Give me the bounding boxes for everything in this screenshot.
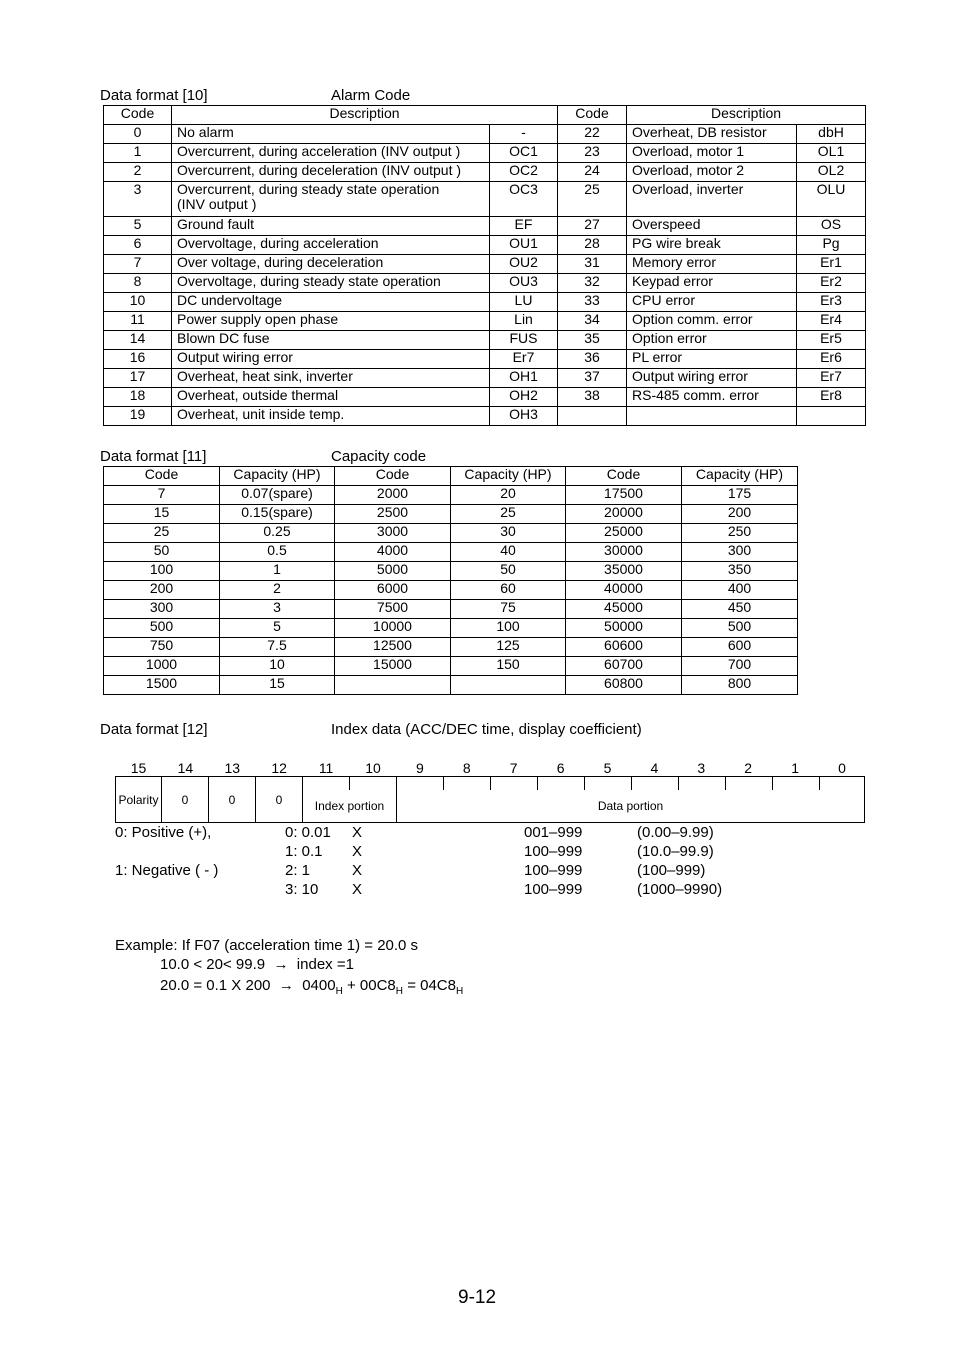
capacity-header-hp: Capacity (HP) bbox=[451, 467, 566, 486]
alarm-description: Over voltage, during deceleration bbox=[172, 255, 490, 274]
alarm-description: Memory error bbox=[627, 255, 797, 274]
alarm-description: Output wiring error bbox=[172, 350, 490, 369]
index-multiplier-val: (0.00–9.99) bbox=[637, 824, 714, 841]
capacity-hp-cell: 600 bbox=[682, 638, 798, 657]
capacity-code-cell: 2000 bbox=[335, 486, 451, 505]
capacity-hp-cell: 0.5 bbox=[220, 543, 335, 562]
capacity-code-cell: 17500 bbox=[566, 486, 682, 505]
alarm-code: 32 bbox=[558, 274, 627, 293]
alarm-table-row bbox=[104, 312, 866, 331]
example-line-2 bbox=[160, 956, 354, 973]
alarm-table-row bbox=[104, 255, 866, 274]
index-multiplier-x: X bbox=[352, 881, 363, 898]
alarm-description: Overheat, heat sink, inverter bbox=[172, 369, 490, 388]
alarm-code: 2 bbox=[104, 163, 172, 182]
capacity-code-cell: 1000 bbox=[104, 657, 220, 676]
index-format-label: Data format [12] bbox=[100, 721, 208, 738]
alarm-code: 5 bbox=[104, 217, 172, 236]
alarm-abbreviation: OC2 bbox=[490, 163, 558, 182]
bit-divider-tick bbox=[725, 776, 726, 790]
bit-number: 4 bbox=[650, 760, 659, 776]
alarm-code: 34 bbox=[558, 312, 627, 331]
capacity-hp-cell: 30 bbox=[451, 524, 566, 543]
alarm-code: 8 bbox=[104, 274, 172, 293]
index-portion-label: Index portion bbox=[314, 798, 385, 813]
alarm-header-desc-left: Description bbox=[172, 106, 558, 125]
example-hex-data: + 00C8 bbox=[346, 977, 396, 994]
example-index: index =1 bbox=[296, 956, 354, 973]
index-multiplier-range: 100–999 bbox=[524, 843, 583, 860]
alarm-description: Option comm. error bbox=[627, 312, 797, 331]
capacity-code-cell: 15000 bbox=[335, 657, 451, 676]
alarm-abbreviation: Pg bbox=[797, 236, 866, 255]
alarm-abbreviation: EF bbox=[490, 217, 558, 236]
capacity-hp-cell: 0.25 bbox=[220, 524, 335, 543]
alarm-description: Blown DC fuse bbox=[172, 331, 490, 350]
capacity-code-cell: 20000 bbox=[566, 505, 682, 524]
bit-number: 1 bbox=[791, 760, 799, 776]
capacity-table-row bbox=[104, 638, 798, 657]
alarm-code: 33 bbox=[558, 293, 627, 312]
alarm-header-code-left: Code bbox=[104, 106, 172, 125]
alarm-table-row bbox=[104, 182, 866, 217]
capacity-header-code: Code bbox=[335, 467, 451, 486]
bit-divider-tick bbox=[631, 776, 632, 790]
alarm-abbreviation: OU3 bbox=[490, 274, 558, 293]
capacity-hp-cell: 20 bbox=[451, 486, 566, 505]
capacity-code-cell: 7 bbox=[104, 486, 220, 505]
alarm-abbreviation: OS bbox=[797, 217, 866, 236]
capacity-hp-cell: 7.5 bbox=[220, 638, 335, 657]
alarm-abbreviation: OL2 bbox=[797, 163, 866, 182]
example-line-3 bbox=[160, 977, 463, 997]
index-multiplier-val: (10.0–99.9) bbox=[637, 843, 714, 860]
alarm-table-row bbox=[104, 388, 866, 407]
capacity-hp-cell: 125 bbox=[451, 638, 566, 657]
bit-number: 12 bbox=[271, 760, 287, 776]
alarm-abbreviation: OH1 bbox=[490, 369, 558, 388]
alarm-abbreviation: Er7 bbox=[797, 369, 866, 388]
index-multiplier-idx: 2: 1 bbox=[285, 862, 311, 879]
alarm-table-row bbox=[104, 125, 866, 144]
capacity-code-cell: 5000 bbox=[335, 562, 451, 581]
hex-subscript: H bbox=[455, 986, 464, 997]
alarm-code: 24 bbox=[558, 163, 627, 182]
hex-subscript: H bbox=[335, 986, 343, 997]
alarm-table-row bbox=[104, 369, 866, 388]
alarm-abbreviation: OH2 bbox=[490, 388, 558, 407]
capacity-code-cell: 45000 bbox=[566, 600, 682, 619]
alarm-abbreviation: OH3 bbox=[490, 407, 558, 426]
capacity-table-row bbox=[104, 676, 798, 695]
alarm-table-row bbox=[104, 331, 866, 350]
alarm-code bbox=[558, 407, 627, 426]
alarm-abbreviation bbox=[797, 407, 866, 426]
bit-number: 0 bbox=[838, 760, 846, 776]
capacity-code-cell: 60700 bbox=[566, 657, 682, 676]
alarm-table-row bbox=[104, 163, 866, 182]
alarm-abbreviation: Er5 bbox=[797, 331, 866, 350]
index-multiplier-idx: 0: 0.01 bbox=[285, 824, 331, 841]
polarity-negative: 1: Negative ( - ) bbox=[115, 862, 219, 879]
capacity-table-row bbox=[104, 543, 798, 562]
capacity-hp-cell: 10 bbox=[220, 657, 335, 676]
alarm-abbreviation: OU1 bbox=[490, 236, 558, 255]
capacity-table-row bbox=[104, 562, 798, 581]
alarm-code: 23 bbox=[558, 144, 627, 163]
capacity-table-row bbox=[104, 619, 798, 638]
capacity-header-code: Code bbox=[566, 467, 682, 486]
alarm-code: 18 bbox=[104, 388, 172, 407]
capacity-code-cell: 25000 bbox=[566, 524, 682, 543]
capacity-hp-cell: 350 bbox=[682, 562, 798, 581]
capacity-table-row bbox=[104, 486, 798, 505]
capacity-code-cell: 50 bbox=[104, 543, 220, 562]
alarm-code: 17 bbox=[104, 369, 172, 388]
alarm-abbreviation: Er6 bbox=[797, 350, 866, 369]
index-multiplier-range: 100–999 bbox=[524, 881, 583, 898]
alarm-description: Option error bbox=[627, 331, 797, 350]
bit-number: 6 bbox=[556, 760, 565, 776]
alarm-description: PL error bbox=[627, 350, 797, 369]
bit-number: 2 bbox=[744, 760, 753, 776]
alarm-abbreviation: dbH bbox=[797, 125, 866, 144]
index-title: Index data (ACC/DEC time, display coefficient) bbox=[331, 721, 642, 738]
capacity-hp-cell: 200 bbox=[682, 505, 798, 524]
index-multiplier-val: (1000–9990) bbox=[637, 881, 723, 898]
capacity-hp-cell: 0.07(spare) bbox=[220, 486, 335, 505]
bit-divider-tick bbox=[819, 776, 820, 790]
alarm-code: 7 bbox=[104, 255, 172, 274]
bit-number: 5 bbox=[603, 760, 612, 776]
polarity-bit-cell bbox=[115, 776, 162, 823]
capacity-code-cell: 3000 bbox=[335, 524, 451, 543]
alarm-code: 38 bbox=[558, 388, 627, 407]
alarm-description: Overload, motor 2 bbox=[627, 163, 797, 182]
alarm-abbreviation: Er8 bbox=[797, 388, 866, 407]
alarm-code: 6 bbox=[104, 236, 172, 255]
alarm-description: Ground fault bbox=[172, 217, 490, 236]
capacity-code-cell: 1500 bbox=[104, 676, 220, 695]
alarm-description: PG wire break bbox=[627, 236, 797, 255]
bit-number: 11 bbox=[318, 760, 334, 776]
capacity-code-cell: 35000 bbox=[566, 562, 682, 581]
alarm-abbreviation: OLU bbox=[797, 182, 866, 217]
alarm-table-row bbox=[104, 293, 866, 312]
bit13-cell bbox=[208, 776, 256, 823]
capacity-hp-cell: 40 bbox=[451, 543, 566, 562]
alarm-description: Overheat, unit inside temp. bbox=[172, 407, 490, 426]
capacity-code-cell: 60800 bbox=[566, 676, 682, 695]
alarm-code: 3 bbox=[104, 182, 172, 217]
bit-divider-tick bbox=[772, 776, 773, 790]
bit14-cell bbox=[161, 776, 209, 823]
capacity-code-cell bbox=[335, 676, 451, 695]
alarm-code: 16 bbox=[104, 350, 172, 369]
bit-divider-tick bbox=[678, 776, 679, 790]
example-hex-result: = 04C8 bbox=[407, 977, 456, 994]
alarm-code: 25 bbox=[558, 182, 627, 217]
alarm-description: Overvoltage, during acceleration bbox=[172, 236, 490, 255]
index-multiplier-x: X bbox=[352, 843, 363, 860]
alarm-code: 27 bbox=[558, 217, 627, 236]
index-multiplier-x: X bbox=[352, 824, 363, 841]
alarm-code: 0 bbox=[104, 125, 172, 144]
capacity-code-cell: 7500 bbox=[335, 600, 451, 619]
capacity-hp-cell: 500 bbox=[682, 619, 798, 638]
alarm-code: 28 bbox=[558, 236, 627, 255]
bit-divider-tick bbox=[584, 776, 585, 790]
alarm-abbreviation: OC3 bbox=[490, 182, 558, 217]
data-portion-label: Data portion bbox=[597, 798, 664, 813]
alarm-description: Overspeed bbox=[627, 217, 797, 236]
index-multiplier-x: X bbox=[352, 862, 363, 879]
alarm-code: 19 bbox=[104, 407, 172, 426]
index-multiplier-val: (100–999) bbox=[637, 862, 706, 879]
alarm-table-row bbox=[104, 350, 866, 369]
polarity-positive: 0: Positive (+), bbox=[115, 824, 212, 841]
capacity-title: Capacity code bbox=[331, 448, 427, 465]
alarm-description: Overcurrent, during steady state operation (INV output ) bbox=[172, 182, 490, 217]
capacity-table-row bbox=[104, 581, 798, 600]
capacity-code-cell: 200 bbox=[104, 581, 220, 600]
capacity-hp-cell: 1 bbox=[220, 562, 335, 581]
bit12-value: 0 bbox=[275, 792, 283, 807]
bit-number: 15 bbox=[130, 760, 147, 776]
alarm-code: 10 bbox=[104, 293, 172, 312]
capacity-hp-cell: 2 bbox=[220, 581, 335, 600]
alarm-abbreviation: - bbox=[490, 125, 558, 144]
bit-number: 9 bbox=[415, 760, 424, 776]
capacity-code-cell: 15 bbox=[104, 505, 220, 524]
alarm-description: DC undervoltage bbox=[172, 293, 490, 312]
arrow-icon: → bbox=[278, 977, 294, 994]
capacity-hp-cell: 800 bbox=[682, 676, 798, 695]
capacity-hp-cell: 25 bbox=[451, 505, 566, 524]
capacity-hp-cell: 175 bbox=[682, 486, 798, 505]
alarm-abbreviation: LU bbox=[490, 293, 558, 312]
bit13-value: 0 bbox=[228, 792, 236, 807]
alarm-description: Overcurrent, during acceleration (INV output ) bbox=[172, 144, 490, 163]
bit-divider-tick bbox=[537, 776, 538, 790]
capacity-header-code: Code bbox=[104, 467, 220, 486]
alarm-code: 22 bbox=[558, 125, 627, 144]
alarm-code: 35 bbox=[558, 331, 627, 350]
alarm-abbreviation: Er4 bbox=[797, 312, 866, 331]
alarm-table-row bbox=[104, 217, 866, 236]
alarm-code: 14 bbox=[104, 331, 172, 350]
bit-number: 10 bbox=[365, 760, 381, 776]
capacity-code-table bbox=[103, 466, 798, 695]
alarm-code: 1 bbox=[104, 144, 172, 163]
capacity-hp-cell: 700 bbox=[682, 657, 798, 676]
example-hex-index: 0400 bbox=[302, 977, 336, 994]
index-multiplier-range: 001–999 bbox=[524, 824, 583, 841]
alarm-code: 11 bbox=[104, 312, 172, 331]
capacity-hp-cell: 0.15(spare) bbox=[220, 505, 335, 524]
alarm-format-label: Data format [10] bbox=[100, 87, 208, 104]
alarm-description: Overload, motor 1 bbox=[627, 144, 797, 163]
capacity-table-row bbox=[104, 524, 798, 543]
example-line-1: Example: If F07 (acceleration time 1) = 20.0 s bbox=[115, 937, 419, 954]
alarm-description: RS-485 comm. error bbox=[627, 388, 797, 407]
bit12-cell bbox=[255, 776, 303, 823]
capacity-hp-cell: 60 bbox=[451, 581, 566, 600]
bit-number: 13 bbox=[224, 760, 241, 776]
alarm-abbreviation: OL1 bbox=[797, 144, 866, 163]
alarm-abbreviation: OC1 bbox=[490, 144, 558, 163]
alarm-description: Overheat, DB resistor bbox=[627, 125, 797, 144]
index-multiplier-range: 100–999 bbox=[524, 862, 583, 879]
index-multiplier-idx: 3: 10 bbox=[285, 881, 319, 898]
alarm-abbreviation: Er1 bbox=[797, 255, 866, 274]
capacity-code-cell: 500 bbox=[104, 619, 220, 638]
alarm-table-row bbox=[104, 236, 866, 255]
capacity-hp-cell: 100 bbox=[451, 619, 566, 638]
capacity-code-cell: 100 bbox=[104, 562, 220, 581]
capacity-code-cell: 300 bbox=[104, 600, 220, 619]
capacity-table-row bbox=[104, 600, 798, 619]
arrow-icon: → bbox=[273, 956, 289, 973]
capacity-hp-cell: 5 bbox=[220, 619, 335, 638]
bit14-value: 0 bbox=[181, 792, 189, 807]
capacity-table-row bbox=[104, 657, 798, 676]
capacity-code-cell: 6000 bbox=[335, 581, 451, 600]
alarm-abbreviation: Er3 bbox=[797, 293, 866, 312]
alarm-description: No alarm bbox=[172, 125, 490, 144]
capacity-header-hp: Capacity (HP) bbox=[682, 467, 798, 486]
bit-divider-tick bbox=[490, 776, 491, 790]
capacity-hp-cell: 15 bbox=[220, 676, 335, 695]
alarm-abbreviation: Er7 bbox=[490, 350, 558, 369]
capacity-code-cell: 60600 bbox=[566, 638, 682, 657]
alarm-table-row bbox=[104, 407, 866, 426]
alarm-description: Output wiring error bbox=[627, 369, 797, 388]
bit-divider-tick bbox=[349, 776, 350, 790]
example-inequality: 10.0 < 20< 99.9 bbox=[160, 956, 266, 973]
bit-divider-tick bbox=[443, 776, 444, 790]
alarm-description: CPU error bbox=[627, 293, 797, 312]
capacity-hp-cell bbox=[451, 676, 566, 695]
capacity-code-cell: 40000 bbox=[566, 581, 682, 600]
capacity-code-cell: 2500 bbox=[335, 505, 451, 524]
alarm-abbreviation: Lin bbox=[490, 312, 558, 331]
alarm-table-row bbox=[104, 144, 866, 163]
bit-number: 7 bbox=[509, 760, 518, 776]
capacity-hp-cell: 3 bbox=[220, 600, 335, 619]
alarm-code-table bbox=[103, 105, 866, 426]
bit-number: 8 bbox=[462, 760, 471, 776]
bit-number: 14 bbox=[177, 760, 194, 776]
alarm-code: 36 bbox=[558, 350, 627, 369]
capacity-hp-cell: 75 bbox=[451, 600, 566, 619]
index-multiplier-idx: 1: 0.1 bbox=[285, 843, 323, 860]
capacity-code-cell: 750 bbox=[104, 638, 220, 657]
capacity-code-cell: 50000 bbox=[566, 619, 682, 638]
capacity-code-cell: 10000 bbox=[335, 619, 451, 638]
capacity-format-label: Data format [11] bbox=[100, 448, 207, 465]
capacity-hp-cell: 450 bbox=[682, 600, 798, 619]
alarm-abbreviation: FUS bbox=[490, 331, 558, 350]
capacity-code-cell: 30000 bbox=[566, 543, 682, 562]
alarm-header-code-right: Code bbox=[558, 106, 627, 125]
alarm-table-row bbox=[104, 274, 866, 293]
alarm-description bbox=[627, 407, 797, 426]
capacity-hp-cell: 150 bbox=[451, 657, 566, 676]
example-product: 20.0 = 0.1 X 200 bbox=[160, 977, 271, 994]
alarm-description: Overload, inverter bbox=[627, 182, 797, 217]
capacity-hp-cell: 50 bbox=[451, 562, 566, 581]
alarm-abbreviation: OU2 bbox=[490, 255, 558, 274]
alarm-description: Power supply open phase bbox=[172, 312, 490, 331]
bit-number: 3 bbox=[697, 760, 706, 776]
capacity-code-cell: 25 bbox=[104, 524, 220, 543]
alarm-description: Overheat, outside thermal bbox=[172, 388, 490, 407]
capacity-table-row bbox=[104, 505, 798, 524]
alarm-code: 31 bbox=[558, 255, 627, 274]
capacity-hp-cell: 300 bbox=[682, 543, 798, 562]
capacity-code-cell: 12500 bbox=[335, 638, 451, 657]
capacity-hp-cell: 250 bbox=[682, 524, 798, 543]
polarity-label: Polarity bbox=[118, 792, 159, 807]
alarm-header-desc-right: Description bbox=[627, 106, 866, 125]
alarm-code: 37 bbox=[558, 369, 627, 388]
alarm-title: Alarm Code bbox=[331, 87, 411, 104]
alarm-description: Overcurrent, during deceleration (INV output ) bbox=[172, 163, 490, 182]
alarm-description: Overvoltage, during steady state operation bbox=[172, 274, 490, 293]
page-number: 9-12 bbox=[458, 1287, 497, 1308]
alarm-description: Keypad error bbox=[627, 274, 797, 293]
alarm-abbreviation: Er2 bbox=[797, 274, 866, 293]
hex-subscript: H bbox=[395, 986, 404, 997]
capacity-hp-cell: 400 bbox=[682, 581, 798, 600]
capacity-code-cell: 4000 bbox=[335, 543, 451, 562]
capacity-header-hp: Capacity (HP) bbox=[220, 467, 335, 486]
